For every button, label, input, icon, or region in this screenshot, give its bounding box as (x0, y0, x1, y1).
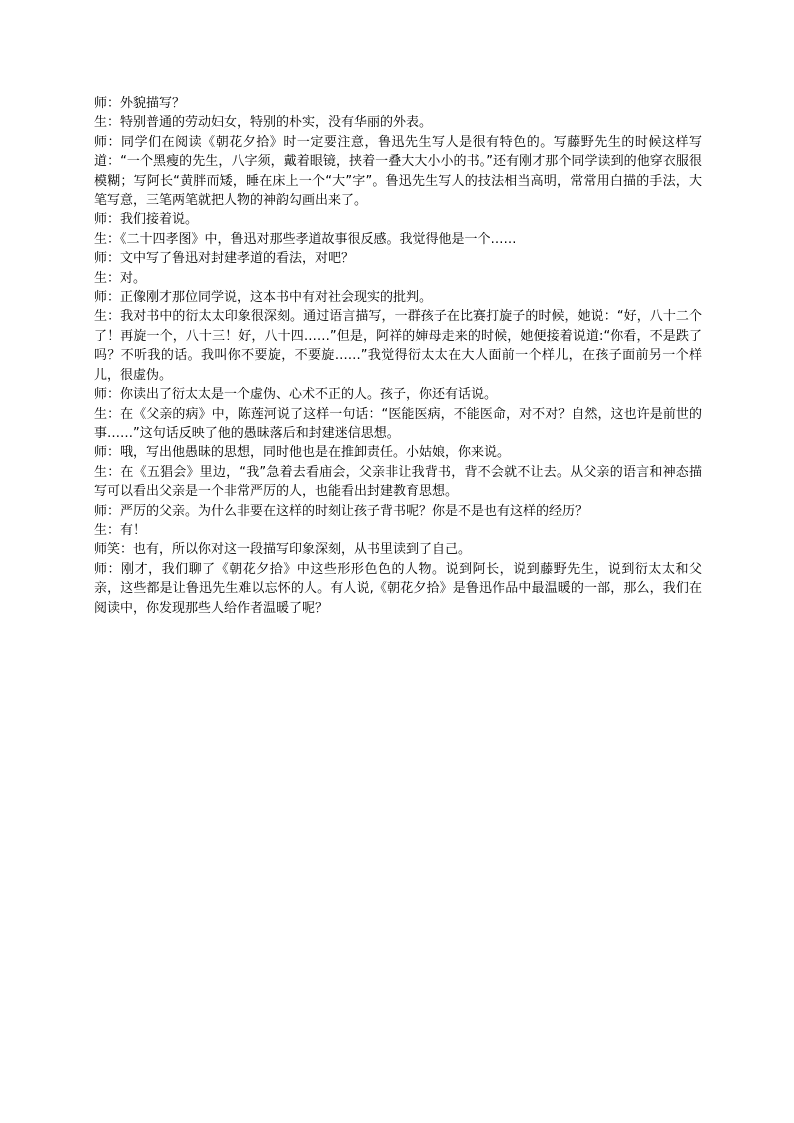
dialogue-line: 师：哦，写出他愚昧的思想，同时他也是在推卸责任。小姑娘，你来说。 (94, 445, 511, 461)
dialogue-line: 师：你读出了衍太太是一个虚伪、心术不正的人。孩子，你还有话说。 (94, 387, 498, 403)
dialogue-line: 生：在《父亲的病》中，陈莲河说了这样一句话：“医能医病，不能医命，对不对？自然，这也许是前世的事……”这句话反映了他的愚昧落后和封建迷信思想。 (94, 406, 702, 441)
dialogue-line: 师：同学们在阅读《朝花夕拾》时一定要注意，鲁迅先生写人是很有特色的。写藤野先生的时候这样写道：“一个黑瘦的先生，八字须，戴着眼镜，挟着一叠大大小小的书。”还有刚才那个同学读到的他穿衣服很模糊；写阿长“黄胖而矮，睡在床上一个“大”字”。鲁迅先生写人的技法相当高明，常常用白描的手法，大笔写意，三笔两笔就把人物的神韵勾画出来了。 (94, 134, 702, 209)
dialogue-line: 师：正像刚才那位同学说，这本书中有对社会现实的批判。 (94, 290, 433, 306)
dialogue-line: 生：《二十四孝图》中，鲁迅对那些孝道故事很反感。我觉得他是一个…… (94, 231, 517, 247)
dialogue-line: 师：文中写了鲁迅对封建孝道的看法，对吧？ (94, 251, 355, 267)
dialogue-line: 生：有！ (94, 522, 147, 538)
dialogue-line: 师：严厉的父亲。为什么非要在这样的时刻让孩子背书呢？你是不是也有这样的经历？ (94, 503, 589, 519)
document-page (94, 94, 702, 618)
dialogue-line: 生：在《五猖会》里边，“我”急着去看庙会，父亲非让我背书，背不会就不让去。从父亲的语言和神态描写可以看出父亲是一个非常严厉的人，也能看出封建教育思想。 (94, 464, 702, 500)
dialogue-line: 生：特别普通的劳动妇女，特别的朴实，没有华丽的外表。 (94, 115, 433, 131)
dialogue-line: 生：对。 (94, 270, 147, 286)
dialogue-line: 生：我对书中的衍太太印象很深刻。通过语言描写，一群孩子在比赛打旋子的时候，她说：“好，八十二个了！再旋一个，八十三！好，八十四……”但是，阿祥的婶母走来的时候，她便接着说道:“你看，不是跌了吗？不听我的话。我叫你不要旋，不要旋……”我觉得衍太太在大人面前一个样儿，在孩子面前另一个样儿，很虚伪。 (94, 309, 702, 383)
dialogue-line: 师：刚才，我们聊了《朝花夕拾》中这些形形色色的人物。说到阿长，说到藤野先生，说到衍太太和父亲，这些都是让鲁迅先生难以忘怀的人。有人说,《朝花夕拾》是鲁迅作品中最温暖的一部，那么，我们在阅读中，你发现那些人给作者温暖了呢？ (94, 561, 702, 616)
dialogue-line: 师：我们接着说。 (94, 212, 199, 228)
dialogue-line: 师：外貌描写？ (94, 96, 186, 111)
dialogue-line: 师笑：也有，所以你对这一段描写印象深刻，从书里读到了自己。 (94, 542, 472, 558)
